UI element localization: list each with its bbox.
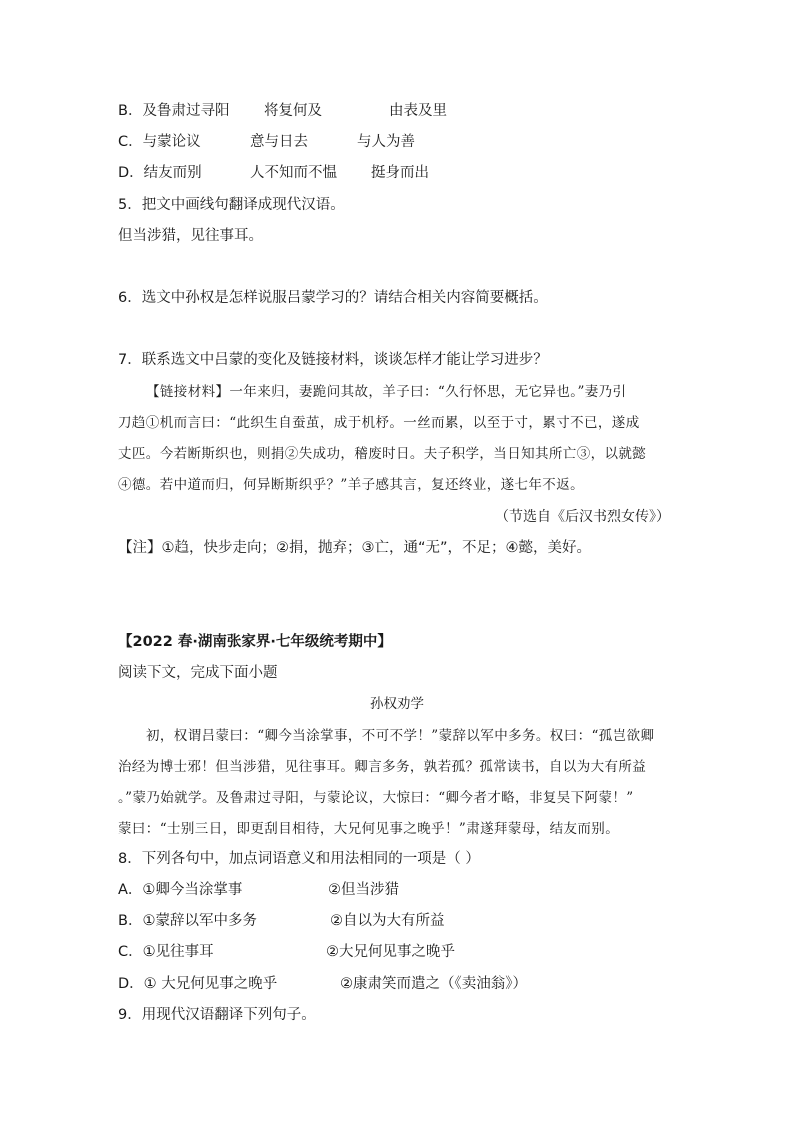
q4-option-d-1: D．结友而别: [118, 165, 202, 181]
q4-option-c-1: C．与蒙论议: [118, 134, 201, 150]
q8-option-a-2: ②但当涉猎: [328, 882, 399, 898]
q4-option-d-2: 人不知而不愠: [250, 165, 337, 181]
q9-question: 9．用现代汉语翻译下列句子。: [118, 1007, 316, 1023]
q4-option-b-1: B．及鲁肃过寻阳: [118, 103, 230, 119]
q6-question: 6．选文中孙权是怎样说服吕蒙学习的？请结合相关内容简要概括。: [118, 290, 548, 306]
passage-line: 初，权谓吕蒙曰：“卿今当涂掌事，不可不学！”蒙辞以军中多务。权曰：“孤岂欲卿: [146, 728, 655, 744]
q4-option-b-3: 由表及里: [389, 103, 447, 119]
section-instruction: 阅读下文，完成下面小题: [118, 665, 278, 681]
q5-sentence: 但当涉猎，见往事耳。: [118, 228, 263, 244]
q4-option-b-2: 将复何及: [264, 103, 322, 119]
passage-line: 蒙曰：“士别三日，即更刮目相待，大兄何见事之晚乎！”肃遂拜蒙母，结友而别。: [118, 821, 620, 837]
q8-option-c-2: ②大兄何见事之晚乎: [326, 944, 455, 960]
q8-question: 8．下列各句中，加点词语意义和用法相同的一项是（ ）: [118, 851, 480, 867]
q7-material-line: 刀趋①机而言曰：“此织生自蚕茧，成于机杼。一丝而累，以至于寸，累寸不已，遂成: [118, 415, 640, 431]
q7-source: （节选自《后汉书烈女传》）: [495, 509, 670, 525]
q4-option-c-2: 意与日去: [250, 134, 308, 150]
passage-line: 治经为博士邪！但当涉猎，见往事耳。卿言多务，孰若孤？孤常读书，自以为大有所益: [118, 759, 647, 775]
q7-material-line: ④德。若中道而归，何异断斯织乎？”羊子感其言，复还终业，遂七年不返。: [118, 477, 585, 493]
q7-question: 7．联系选文中吕蒙的变化及链接材料，谈谈怎样才能让学习进步？: [118, 352, 548, 368]
q7-material-line: 丈匹。今若断斯织也，则捐②失成功，稽废时日。夫子积学，当日知其所亡③，以就懿: [118, 446, 647, 462]
q5-question: 5．把文中画线句翻译成现代汉语。: [118, 197, 345, 213]
q8-option-d-1: D．① 大兄何见事之晚乎: [118, 976, 278, 992]
q8-option-b-1: B．①蒙辞以军中多务: [118, 913, 257, 929]
q4-option-d-3: 挺身而出: [371, 165, 429, 181]
q4-option-c-3: 与人为善: [357, 134, 415, 150]
passage-line: 。”蒙乃始就学。及鲁肃过寻阳，与蒙论议，大惊曰：“卿今者才略，非复吴下阿蒙！”: [118, 790, 634, 806]
q7-material-line: 【链接材料】一年来归，妻跪问其故，羊子曰：“久行怀思，无它异也。”妻乃引: [146, 384, 627, 400]
section-header: 【2022 春·湖南张家界·七年级统考期中】: [118, 634, 392, 650]
q8-option-d-2: ②康肃笑而遣之（《卖油翁》）: [340, 976, 527, 992]
q8-option-a-1: A．①卿今当涂掌事: [118, 882, 243, 898]
q8-option-b-2: ②自以为大有所益: [330, 913, 445, 929]
q7-note: 【注】①趋，快步走向；②捐，抛弃；③亡，通“无”，不足；④懿，美好。: [118, 540, 592, 556]
q8-option-c-1: C．①见往事耳: [118, 944, 214, 960]
passage-title: 孙权劝学: [370, 696, 424, 712]
